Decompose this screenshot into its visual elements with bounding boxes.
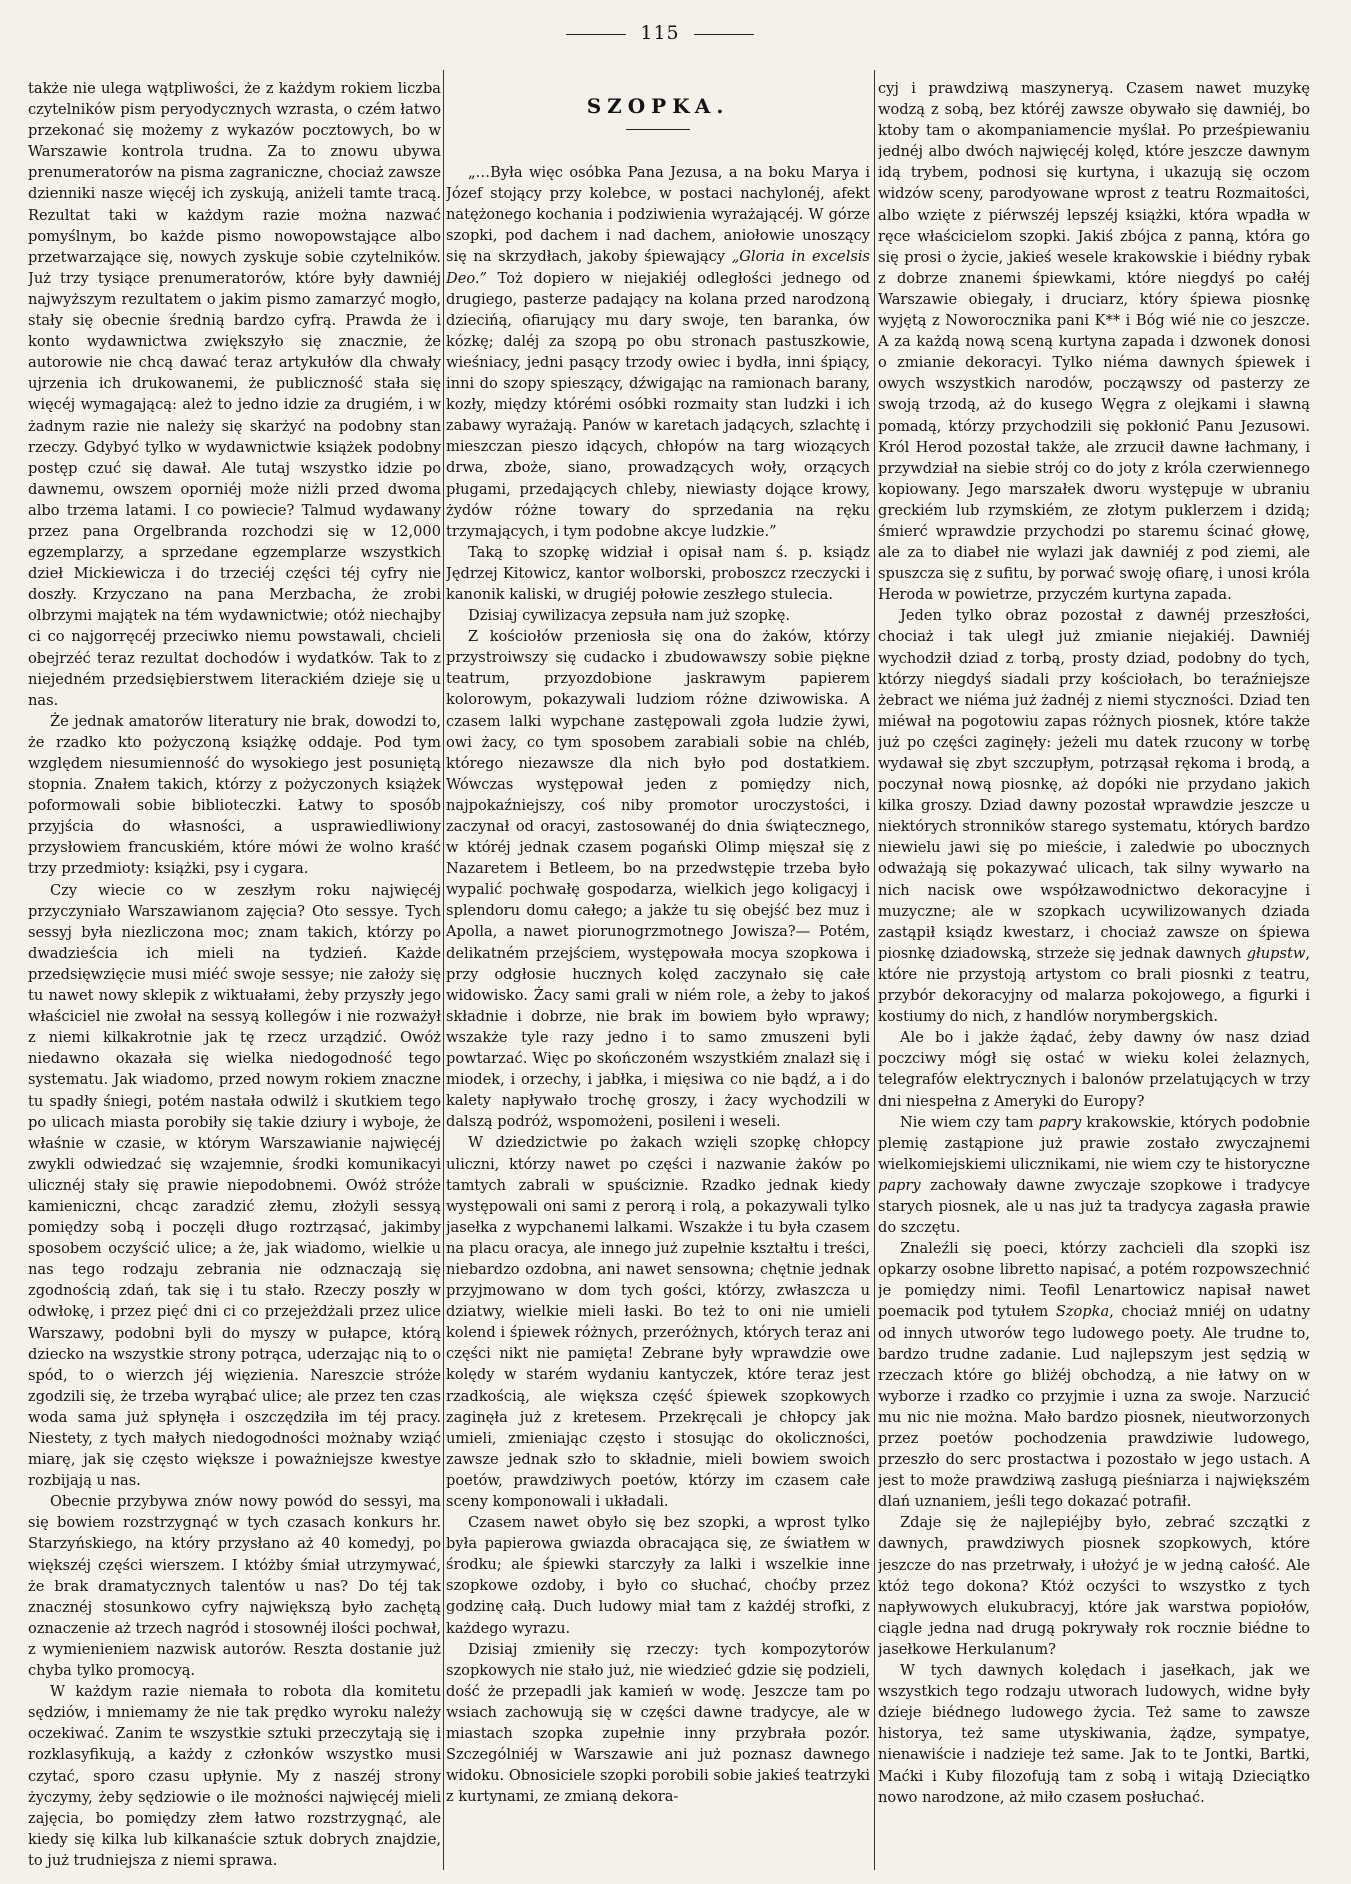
col2-paragraph: Dzisiaj cywilizacya zepsuła nam już szopkę. [468,607,791,625]
text-run: Jeden tylko obraz pozostał z dawnéj przeszłości, chociaż i tak uległ już zmianie niejakiéj. Dawniéj wychodził dziad z torbą, prosty dziad, podobny do tych, którzy niegdyś siadali przy kościołach, bo teraźniejsze żebract we niéma już żadnéj z niemi styczności. Dziad ten miéwał na pogotowiu zapas różnych piosnek, które także już po części zaginęły: jeżeli mu datek rzucony w torbę wydawał się zbyt szczupłym, potrząsał rękoma i brodą, a poczynał nową piosnkę, aż dopóki nie przydano jakich kilka groszy. Dziad dawny pozostał wprawdzie jeszcze u niektórych stronników starego systematu, których bardzo niewielu jawi się po mieście, i zaledwie po ubocznych odważają się pokazywać ulicach, tak silny wywarło na nich nacisk owe współzawodnictwo dekoracyjne i muzyczne; ale w szopkach ucywilizowanych dziada zastąpił ksiądz kwestarz, i chociaż zawsze on śpiewa piosnkę dziadowską, strzeże się jednak dawnych [878,607,1310,962]
title-rule [626,129,690,130]
col1-paragraph: Że jednak amatorów literatury nie brak, dowodzi to, że rzadko kto pożyczoną książkę oddaje. Pod tym względem niesumienność do wysokiego jest posuniętą stopnia. Znałem takich, którzy z pożyczonych książek poformowali sobie biblioteczki. Łatwy to sposób przyjścia do własności, a usprawiedliwiony przysłowiem francuskiém, które mówi że wolno kraść trzy przedmioty: książki, psy i cygara. [28,712,441,878]
header-rule-left [566,34,626,35]
column-divider-left [443,70,444,1870]
col2-paragraph: Dzisiaj zmieniły się rzeczy: tych kompozytorów szopkowych nie stało już, nie wiedzieć gdzie się podzieli, dość że przepadli jak kamień w wodę. Jeszcze tam po wsiach zachowują się w części dawne tradycye, ale w miastach szopka zupełnie inny przybrała pozór. Szczególniéj w Warszawie ani już poznasz dawnego widoku. Obnosiciele szopki porobili sobie jakieś teatrzyki z kurtynami, ze zmianą dekora- [446,1640,870,1806]
emph-glupstw: głupstw [1246,944,1306,962]
col3-paragraph [878,605,1310,1027]
header-rule-right [694,34,754,35]
col2-paragraph: Taką to szopkę widział i opisał nam ś. p. ksiądz Jędrzej Kitowicz, kantor wolborski, proboszcz rzeczycki i kanonik kaliski, w drugiéj połowie zeszłego stulecia. [446,543,870,603]
latin-quote: „Gloria in excelsis Deo.” [446,248,870,287]
quote-text: „…Była więc osóbka Pana Jezusa, a na boku Marya i Józef stojący przy kolebce, w postaci nachylonéj, afekt natężonego kochania i podziwienia wyrażającéj. W górze szopki, pod dachem i nad dachem, aniołowie unoszący się na skrzydłach, jakoby śpiewający [446,164,870,266]
col1-paragraph: W każdym razie niemała to robota dla komitetu sędziów, i mniemamy że nie tak prędko wyroku należy oczekiwać. Zanim te wszystkie sztuki przeczytają się i rozklasyfikują, a każdy z członków wszystko musi czytać, sporo czasu upłynie. My z naszéj strony życzymy, żeby sędziowie o ile możności najwięcéj mieli zajęcia, bo pomiędzy złem łatwo rozstrzygnąć, ale kiedy się kilka lub kilkanaście sztuk dobrych znajdzie, to już trudniejsza z niemi sprawa. [28,1683,441,1868]
text-run: Znaleźli się poeci, którzy zachcieli dla szopki isz opkarzy osobne libretto napisać, a potém rozpowszechnić je pomiędzy nimi. Teofil Lenartowicz napisał nawet poemacik pod tytułem [878,1240,1310,1321]
col3-paragraph: W tych dawnych kolędach i jasełkach, jak we wszystkich tego rodzaju utworach ludowych, widne były dzieje biédnego ludowego życia. Też same to zawsze historya, też same utyskiwania, żądze, sympatye, nienawiście i nadzieje też same. Jak to te Jontki, Bartki, Maćki i Kuby filozofują tam z sobą i witają Dzieciątko nowo narodzone, aż miło czasem posłuchać. [878,1662,1310,1806]
page-number: 115 [640,22,680,44]
text-run: zachowały dawne zwyczaje szopkowe i tradycye starych piosnek, ale u nas już ta tradycya zagasła prawie do szczętu. [878,1176,1310,1237]
col2-paragraph: Z kościołów przeniosła się ona do żaków, którzy przystroiwszy się cudacko i zbudowawszy sobie piękne teatrum, przyozdobione jaskrawym papierem kolorowym, pokazywali ludziom różne dziwowiska. A czasem lalki wypchane zastępowali zgoła ludzie żywi, owi żacy, co tym sposobem zarabiali sobie na chléb, którego niezawsze dla nich było pod dostatkiem. Wówczas występował jeden z pomiędzy nich, najpokaźniejszy, coś niby promotor uroczystości, i zaczynał od oracyi, zastosowanéj do dnia świątecznego, w któréj jednak czasem pogański Olimp mięszał się z Nazaretem i Betleem, bo na przedwstępie trzeba było wypalić pochwałę gospodarza, wielkich jego koligacyj i splendoru domu całego; a jakże tu się obejść bez muz i Apolla, a nawet piorunogrzmotnego Jowisza?— Potém, delikatném przejściem, występowała mocya szopkowa i przy odgłosie hucznych kolęd zaczynało się całe widowisko. Żacy sami grali w niém role, a żeby to jakoś składnie i dobrze, nie brak im bowiem było wprawy; wszakże tyle razy jedno i to samo zmuszeni byli powtarzać. Więc po skończoném wszystkiém znalazł się i miodek, i orzechy, i jabłka, i mięsiwa co nie bądź, a i do kalety napływało trochę groszy, i żacy wychodzili w dalszą podróż, wspomożeni, posileni i weseli. [446,628,870,1131]
col1-paragraph: Czy wiecie co w zeszłym roku najwięcéj przyczyniało Warszawianom zajęcia? Oto sessye. Tych sessyj była niezliczona moc; znam takich, którzy po dwadzieścia ich mieli na tydzień. Każde przedsięwzięcie musi miéć swoje sessye; nie założy się tu nawet nowy sklepik z wiktuałami, żeby przyszły jego właściciel nie zwołał na sessyą kollegów i nie rozważył z niemi kilkakrotnie jak tę rzecz urządzić. Owóż niedawno okazała się wielka niedogodność tego systematu. Jak wiadomo, przed nowym rokiem znaczne tu spadły śniegi, potém nastała odwilż i skutkiem tego po ulicach miasta porobiły się takie dziury i wyboje, że właśnie w czasie, w którym Warszawianie najwięcéj zwykli odwiedzać się wzajemnie, środki komunikacyi ulicznéj stały się prawie niepodobnemi. Owóż stróże kamieniczni, chcąc zaradzić złemu, złożyli sessyą pomiędzy sobą i poczęli długo roztrząsać, jakimby sposobem oczyścić ulice; a że, jak wiadomo, wielkie u nas tego rodzaju zebrania nie odznaczają się zgodnością zdań, tak się i tu stało. Rzeczy poszły w odwłokę, i przez pięć dni ci co przejeżdżali przez ulice Warszawy, podobni byli do myszy w pułapce, którą dziecko na wszystkie strony potrąca, uderzając nią to o spód, to o wierzch jéj więzienia. Nareszcie stróże zgodzili się, że trzeba wyrąbać ulice; ale przez ten czas woda sama już spłynęła i oszczędziła im téj pracy. Niestety, z tych małych niedogodności możnaby wziąć miarę, jak się często większe i poważniejsze kwestye rozbijają u nas. [28,881,441,1490]
article-title: SZOPKA. [586,94,730,118]
col2-paragraph: W dziedzictwie po żakach wzięli szopkę chłopcy uliczni, którzy nawet po części i nazwanie żaków po tamtych zabrali w spuściznie. Rzadko jednak kiedy występowali oni sami z perorą i rolą, a pokazywali tylko jasełka z wypchanemi lalkami. Wszakże i tu była czasem na placu oracya, ale innego już zupełnie kształtu i treści, niebardzo ozdobna, ani nawet sensowna; chętnie jednak przyjmowano w dom tych gości, którzy, zwłaszcza u dziatwy, wielkie mieli łaski. Bo też to oni nie umieli kolend i śpiewek różnych, przeróżnych, których teraz ani części nikt nie pamięta! Zebrane były wprawdzie owe kolędy w starém wydaniu kantyczek, które teraz jest rzadkością, ale większa część śpiewek szopkowych zaginęła już z kretesem. Przekręcali je chłopcy jak umieli, zmieniając często i stosując do okoliczności, zawsze jednak szło to składnie, mieli bowiem swoich poetów, prawdziwych poetów, którzy im czasem całe sceny komponowali i układali. [446,1134,870,1510]
col2-paragraph: Czasem nawet obyło się bez szopki, a wprost tylko była papierowa gwiazda obracająca się, ze światłem w środku; ale śpiewki starczyły za lalki i wszelkie inne szopkowe ozdoby, i było co słuchać, choćby przez godzinę całą. Duch ludowy miał tam z każdéj strofki, z każdego wyrazu. [446,1514,870,1637]
text-run: krakowskie, których podobnie plemię zastąpione już prawie zostało zwyczajnemi wielkomiejskiemi ulicznikami, nie wiem czy te historyczne [878,1113,1310,1173]
page-header [430,22,890,44]
col1-paragraph: Obecnie przybywa znów nowy powód do sessyi, ma się bowiem rozstrzygnąć w tych czasach konkurs hr. Starzyńskiego, na który przysłano aż 40 komedyj, po większéj części wierszem. I któżby śmiał utrzymywać, że brak dramatycznych talentów u nas? Do téj tak znacznéj stosunkowo cyfry największą było zachętą oznaczenie aż trzech nagród i stosownéj ilości pochwał, z wymienieniem nazwisk autorów. Reszta dostanie już chyba tylko promocyą. [28,1493,441,1680]
emph-papry: papry [1038,1113,1082,1131]
text-run: Nie wiem czy tam [900,1113,1034,1131]
emph-papry-2: papry [878,1176,921,1194]
col3-paragraph: Zdaje się że najlepiéjby było, zebrać szczątki z dawnych, prawdziwych piosnek szopkowych, które jeszcze do nas przetrwały, i ułożyć je w jedną całość. Ale któż tego dokona? Któż oczyści to wszystko z tych napływowych elukubracyj, które jak warstwa popiołów, ciągle jedna nad drugą pokrywały rok rocznie biédne to jasełkowe Herkulanum? [878,1514,1310,1658]
column-right [878,78,1310,1868]
col3-paragraph: cyj i prawdziwą maszyneryą. Czasem nawet muzykę wodzą z sobą, bez któréj zawsze obywało się dawniéj, bo ktoby tam o akompaniamencie myślał. Po prześpiewaniu jednéj albo dwóch najwięcéj kolęd, które jeszcze dawnym idą trybem, podnosi się kurtyna, i ukazują się oczom widzów sceny, parodyowane wprost z teatru Rozmaitości, albo wzięte z piérwszéj lepszéj książki, która wpadła w ręce właścicielom szopki. Jakiś zbójca z panną, która go się prosi o życie, jakieś wesele krakowskie i biédny rybak z dobrze znanemi śpiewkami, które niegdyś po całéj Warszawie obiegały, i druciarz, który śpiewa piosnkę wyjętą z Noworocznika pani K** i Bóg wié nie co jeszcze. A za każdą nową sceną kurtyna zapada i dzwonek donosi o zmianie dekoracyi. Tylko niéma dawnych śpiewek i owych wszystkich narodów, począwszy od pasterzy ze swoją trzodą, aż do kusego Węgra z olejkami i sławną pomadą, którzy przychodzili się pokłonić Panu Jezusowi. Król Herod pozostał także, ale zrzucił dawne łachmany, i przywdział na siebie strój co do joty z króla czerwiennego kopiowany. Jego marszałek dworu występuje w ubraniu greckiém lub rzymskiém, ze złotym puklerzem i dzidą; śmierć wprawdzie przychodzi po staremu ścinać głowę, ale za to diabeł nie wylazi jak dawniéj z pod ziemi, ale spuszcza się z sufitu, by porwać swoję ofiarę, i unosi króla Heroda w powietrze, przyczém kurtyna zapada. [878,80,1310,604]
col3-paragraph: Ale bo i jakże żądać, żeby dawny ów nasz dziad poczciwy mógł się ostać w wieku kolei żelaznych, telegrafów elektrycznych i balonów przelatujących w trzy dni niespełna z Ameryki do Europy? [878,1029,1310,1110]
emph-szopka: Szopka [1055,1303,1110,1321]
quote-text-cont: Toż dopiero w niejakiéj odległości jednego od drugiego, pasterze padający na kolana przed narodzoną dziecińą, ofiarujący mu dary swoje, ten baranka, ów kózkę; daléj za szopą po obu stronach pastuszkowie, wieśniacy, jedni pasący trzody owiec i bydła, inni śpiący, inni do szopy spieszący, dźwigając na ramionach barany, kozły, między którémi osóbki rozmaity stan ludzki i ich zabawy wyrażają. Panów w karetach jadących, szlachtę i mieszczan pieszo idących, chłopów na targ wiozących drwa, zboże, siano, prowadzących woły, orzących pługami, przedających chleby, niewiasty dojące krowy, żydów różne towary do sprzedania na ręku trzymających, i tym podobne akcye ludzkie.” [446,269,870,540]
text-run: , chociaż mniéj on udatny od innych utworów tego ludowego poety. Ale trudne to, bardzo trudne zadanie. Lud najlepszym jest sędzią w rzeczach które go bliżéj obchodzą, a nie łatwy on w wyborze i rzadko co przyjmie i uzna za swoje. Narzucić mu nic nie można. Mało bardzo piosnek, nieutworzonych przez poetów pochodzenia prawdziwie ludowego, przeszło do serc prostactwa i pozostało w jego ustach. A jest to może prawdziwą zasługą pieśniarza i największém dlań uznaniem, jeśli tego dokazać potrafił. [878,1303,1310,1511]
col3-paragraph [878,1238,1310,1512]
column-middle [446,78,870,1868]
col1-paragraph: także nie ulega wątpliwości, że z każdym rokiem liczba czytelników pism peryodycznych wzrasta, o czém łatwo przekonać się możemy z wykazów pocztowych, bo w Warszawie kontrola trudna. Za to znowu ubywa prenumeratorów na pisma zagraniczne, chociaż zawsze dzienniki nasze więcéj ich zyskują, aniżeli tamte tracą. Rezultat taki w każdym razie można nazwać pomyślnym, bo każde pismo nowopowstające albo przetwarzające się, nowych zyskuje sobie czytelników. Już trzy tysiące prenumeratorów, które były dawniéj najwyższym rezultatem o jakim pismo zamarzyć mogło, stały się obecnie średnią bardzo cyfrą. Prawda że i konto wydawnictwa zwiększyło się znacznie, że autorowie nie chcą dawać teraz artykułów dla chwały ujrzenia ich drukowanemi, że publiczność stała się więcéj wymagającą: ależ to jedno idzie za drugiém, i w żadnym razie nie należy się skarżyć na podobny stan rzeczy. Gdybyć tylko w wydawnictwie książek podobny postęp czuć się dawał. Ale tutaj wszystko idzie po dawnemu, owszem oporniéj może niżli przed dwoma albo trzema latami. I co powiecie? Talmud wydawany przez pana Orgelbranda rozchodzi się w 12,000 egzemplarzy, a sprzedane egzemplarze wszystkich dzieł Mickiewicza i do trzeciéj części téj cyfry nie doszły. Krzyczano na pana Merzbacha, że zrobi olbrzymi majątek na tém wydawnictwie; otóż niechajby ci co najgorręcéj przeciwko niemu powstawali, chcieli obejrzéć teraz rezultat dochodów i wydatków. Tak to z niejedném przedsiębierstwem literackiém dzieje się u nas. [28,80,441,709]
column-left [28,78,441,1868]
column-divider-right [874,70,875,1870]
col3-paragraph [878,1112,1310,1239]
col2-paragraph [446,162,870,542]
text-run: , które nie przystoją artystom co brali piosnki z teatru, przybór dekoracyjny od malarza pokojowego, a figurki i kostiumy do nich, z handlów norymbergskich. [878,944,1310,1026]
